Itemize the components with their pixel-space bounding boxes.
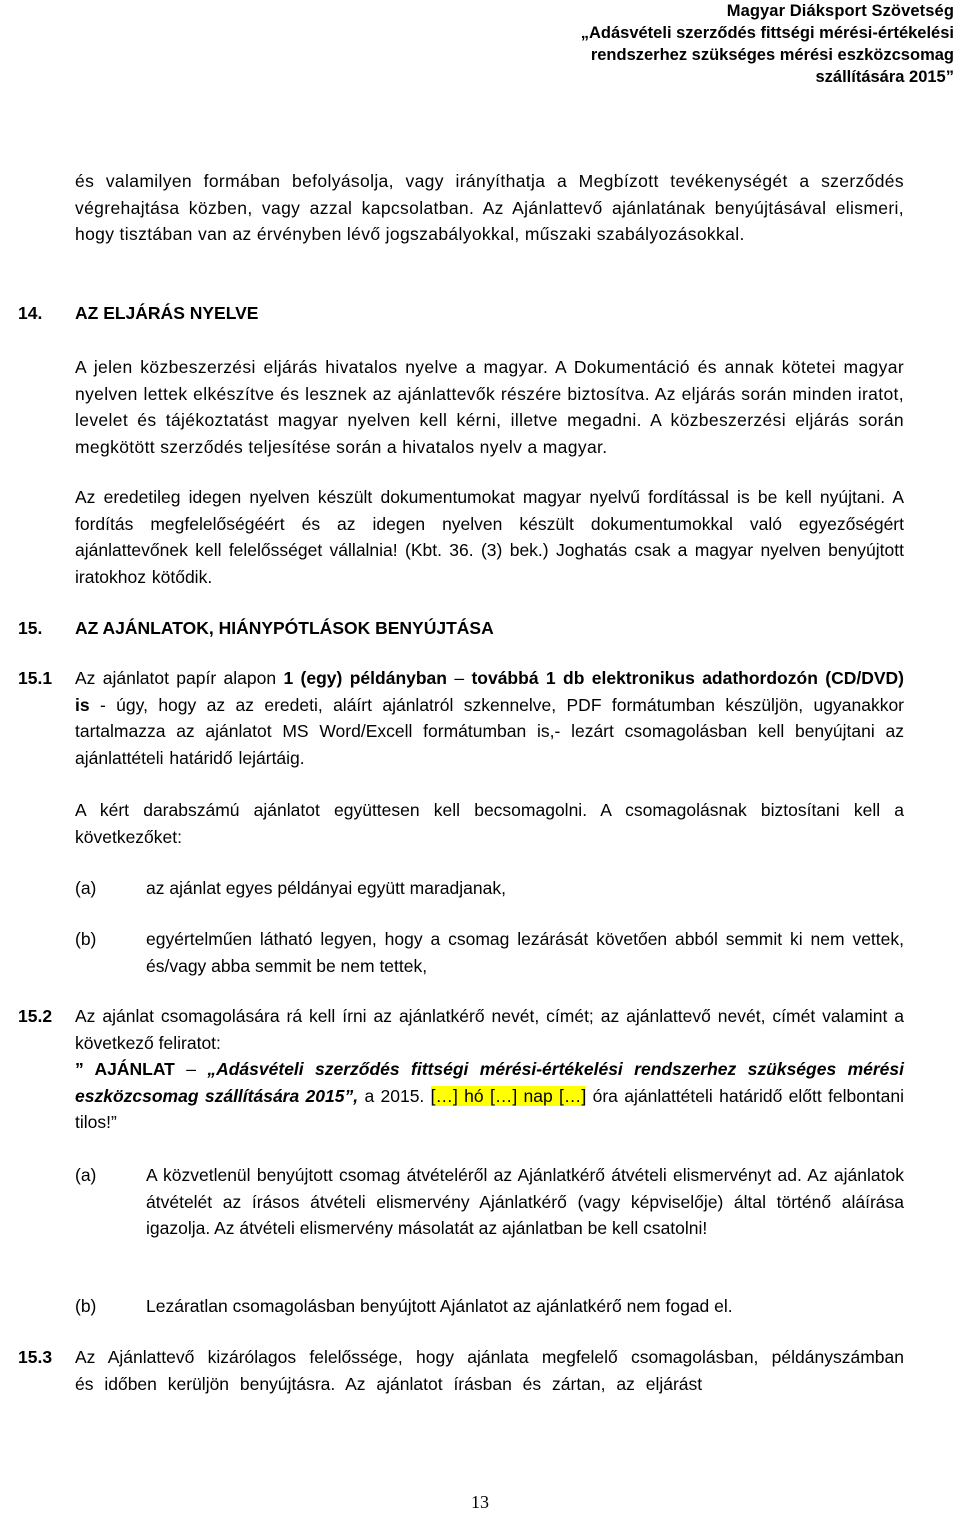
list-item-text: az ajánlat egyes példányai együtt maradjanak, bbox=[146, 878, 506, 898]
section-15-1-packaging-paragraph: A kért darabszámú ajánlatot együttesen kell becsomagolni. A csomagolásnak biztosítani kell a következőket: bbox=[75, 800, 904, 847]
header-title-line-3: szállítására 2015” bbox=[815, 68, 954, 86]
section-14-title: AZ ELJÁRÁS NYELVE bbox=[75, 303, 259, 323]
list-item-letter: (b) bbox=[75, 929, 97, 949]
page-header bbox=[354, 0, 954, 88]
section-15-2-number: 15.2 bbox=[18, 1006, 53, 1026]
section-14-paragraph-2: Az eredetileg idegen nyelven készült dokumentumokat magyar nyelvű fordítással is be kell nyújtani. A fordítás megfelelőségéért és az idegen nyelven készült dokumentumokkal való egyezőségért ajánlattevőnek kell felelősséget vállalnia! (Kbt. 36. (3) bek.) Joghatás csak a magyar nyelven benyújtott iratokhoz kötődik. bbox=[75, 487, 904, 587]
list-item-letter: (b) bbox=[75, 1296, 97, 1316]
highlighted-deadline-placeholder: […] hó […] nap […] bbox=[430, 1085, 587, 1106]
intro-paragraph: és valamilyen formában befolyásolja, vagy irányíthatja a Megbízott tevékenységét a szerződés végrehajtása közben, vagy azzal kapcsolatban. Az Ajánlattevő ajánlatának benyújtásával elismeri, hogy tisztában van az érvényben lévő jogszabályokkal, műszaki szabályozásokkal. bbox=[75, 171, 904, 244]
header-title-line-2: rendszerhez szükséges mérési eszközcsomag bbox=[590, 46, 954, 64]
section-14-paragraph-1: A jelen közbeszerzési eljárás hivatalos nyelve a magyar. A Dokumentáció és annak kötetei magyar nyelven lettek elkészítve és lesznek az ajánlattevők részére biztosítva. Az eljárás során minden iratot, levelet és tájékoztatást magyar nyelven kell kérni, illetve megadni. A közbeszerzési eljárás során megkötött szerződés teljesítése során a hivatalos nyelv a magyar. bbox=[75, 357, 904, 457]
section-15-1-paragraph: Az ajánlatot papír alapon 1 (egy) példányban – továbbá 1 db elektronikus adathordozón (CD/DVD) is - úgy, hogy az az eredeti, aláírt ajánlatról szkennelve, PDF formátumban készüljön, ugyanakkor tartalmazza az ajánlatot MS Word/Excell formátumban is,- lezárt csomagolásban kell benyújtani az ajánlattételi határidő lejártáig. bbox=[75, 668, 904, 768]
header-title-line-1: „Adásvételi szerződés fittségi mérési-értékelési bbox=[580, 24, 954, 42]
label-text-ajanlat: ” AJÁNLAT bbox=[75, 1059, 187, 1079]
page-number: 13 bbox=[471, 1492, 489, 1512]
section-15-title: AZ AJÁNLATOK, HIÁNYPÓTLÁSOK BENYÚJTÁSA bbox=[75, 618, 494, 638]
section-14-number: 14. bbox=[18, 303, 43, 323]
copies-count: 1 (egy) példányban bbox=[283, 668, 447, 688]
section-15-number: 15. bbox=[18, 618, 43, 638]
list-item-letter: (a) bbox=[75, 878, 97, 898]
section-15-3-number: 15.3 bbox=[18, 1347, 53, 1367]
section-15-2-paragraph: Az ajánlat csomagolására rá kell írni az ajánlatkérő nevét, címét; az ajánlattevő nevét, címét valamint a következő feliratot: ” AJÁNLAT – „Adásvételi szerződés fittségi mérési-értékelési rendszerhez szükséges mérési eszközcsomag szállítására 2015”, a 2015. […] hó […] nap […] óra ajánlattételi határidő előtt felbontani tilos!” bbox=[75, 1006, 904, 1132]
label-text-title: „Adásvételi szerződés fittségi mérési-értékelési rendszerhez szükséges mérési eszközcsomag szállítására 2015”, bbox=[75, 1059, 904, 1106]
electronic-media: továbbá 1 db elektronikus adathordozón (CD/DVD) is bbox=[75, 668, 904, 715]
header-organization: Magyar Diáksport Szövetség bbox=[726, 2, 954, 20]
section-15-heading bbox=[18, 616, 494, 640]
section-15-3-paragraph: Az Ajánlattevő kizárólagos felelőssége, hogy ajánlata megfelelő csomagolásban, példányszámban és időben kerüljön benyújtásra. Az ajánlatot írásban és zártan, az eljárást bbox=[75, 1347, 904, 1394]
list-item-letter: (a) bbox=[75, 1165, 97, 1185]
section-15-1-number: 15.1 bbox=[18, 668, 53, 688]
list-item-text: Lezáratlan csomagolásban benyújtott Ajánlatot az ajánlatkérő nem fogad el. bbox=[146, 1296, 733, 1316]
list-item-text: A közvetlenül benyújtott csomag átvételéről az Ajánlatkérő átvételi elismervényt ad. Az ajánlatok átvételét az írásos átvételi elismervény Ajánlatkérő (vagy képviselője) által történő aláírása igazolja. Az átvételi elismervény másolatát az ajánlatban be kell csatolni! bbox=[146, 1165, 904, 1238]
section-14-heading bbox=[18, 301, 258, 325]
list-item-text: egyértelműen látható legyen, hogy a csomag lezárását követően abból semmit ki nem vettek, és/vagy abba semmit be nem tettek, bbox=[146, 929, 904, 976]
